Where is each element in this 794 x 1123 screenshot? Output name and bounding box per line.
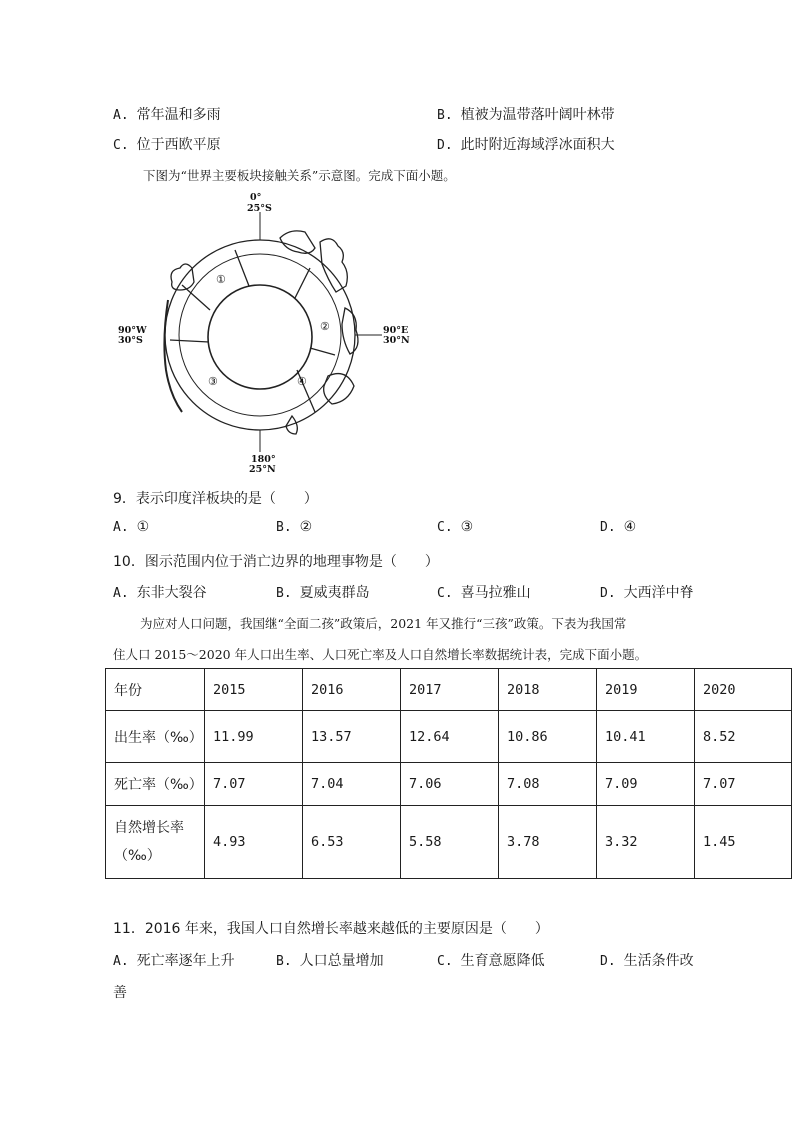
plate-label-1: ① — [216, 273, 226, 286]
row-label: 出生率（‰） — [106, 711, 205, 763]
table-cell: 7.08 — [499, 763, 597, 806]
table-cell: 7.07 — [695, 763, 792, 806]
q10-option-a: A. 东非大裂谷 — [113, 585, 207, 601]
q10-option-d: D. 大西洋中脊 — [600, 585, 694, 601]
bottom-lat-label: 25°N — [249, 464, 276, 475]
plate-label-4: ④ — [297, 375, 307, 388]
header-cell: 2015 — [205, 669, 303, 711]
boundary-line-3 — [310, 348, 335, 355]
header-cell: 2016 — [303, 669, 401, 711]
q9-option-a: A. ① — [113, 519, 150, 535]
row-label: 死亡率（‰） — [106, 763, 205, 806]
left-lon-label: 90°W — [118, 325, 147, 336]
q11-option-b: B. 人口总量增加 — [276, 953, 384, 969]
q11-option-d: D. 生活条件改 — [600, 953, 694, 969]
header-cell: 2017 — [401, 669, 499, 711]
right-lat-label: 30°N — [383, 335, 410, 346]
population-table — [105, 668, 792, 879]
table-cell: 6.53 — [303, 806, 401, 879]
header-cell: 2019 — [597, 669, 695, 711]
option-c-prev: C. 位于西欧平原 — [113, 137, 221, 153]
q9-option-c: C. ③ — [437, 519, 474, 535]
left-lat-label: 30°S — [118, 335, 143, 346]
table-cell: 10.41 — [597, 711, 695, 763]
plates-intro: 下图为“世界主要板块接触关系”示意图。完成下面小题。 — [143, 168, 456, 183]
outer-ring — [165, 240, 355, 430]
table-cell: 7.04 — [303, 763, 401, 806]
plate-label-2: ② — [320, 320, 330, 333]
q9-option-b: B. ② — [276, 519, 313, 535]
table-cell: 1.45 — [695, 806, 792, 879]
table-row — [106, 806, 792, 879]
table-cell: 3.78 — [499, 806, 597, 879]
table-cell: 7.07 — [205, 763, 303, 806]
q9-option-d: D. ④ — [600, 519, 637, 535]
table-cell: 4.93 — [205, 806, 303, 879]
q11-option-a: A. 死亡率逐年上升 — [113, 953, 235, 969]
land-mass-east — [342, 308, 358, 354]
q10-option-c: C. 喜马拉雅山 — [437, 585, 531, 601]
table-cell: 5.58 — [401, 806, 499, 879]
table-cell: 11.99 — [205, 711, 303, 763]
option-b-prev: B. 植被为温带落叶阔叶林带 — [437, 107, 615, 123]
table-header-row — [106, 669, 792, 711]
table-row — [106, 711, 792, 763]
bottom-lon-label: 180° — [251, 454, 276, 465]
table-cell: 10.86 — [499, 711, 597, 763]
boundary-line-5 — [170, 340, 209, 342]
table-cell: 3.32 — [597, 806, 695, 879]
top-lon-label: 0° — [250, 192, 262, 203]
q11-stem: 11．2016 年来，我国人口自然增长率越来越低的主要原因是（ ） — [113, 921, 549, 937]
option-d-prev: D. 此时附近海域浮冰面积大 — [437, 137, 615, 153]
population-intro-line2: 住人口 2015～2020 年人口出生率、人口死亡率及人口自然增长率数据统计表，完成下面小题。 — [113, 647, 648, 662]
table-cell: 8.52 — [695, 711, 792, 763]
table-cell: 7.09 — [597, 763, 695, 806]
top-lat-label: 25°S — [247, 203, 272, 214]
land-mass-top — [280, 231, 315, 253]
q10-option-b: B. 夏威夷群岛 — [276, 585, 370, 601]
row-label-line2: （‰） — [114, 848, 161, 864]
right-lon-label: 90°E — [383, 325, 409, 336]
population-intro-line1: 为应对人口问题，我国继“全面二孩”政策后，2021 年又推行“三孩”政策。下表为我国常 — [140, 616, 627, 631]
outer-ring-inner — [179, 254, 341, 416]
boundary-line-2 — [295, 268, 310, 298]
header-cell: 2020 — [695, 669, 792, 711]
table-cell: 7.06 — [401, 763, 499, 806]
option-a-prev: A. 常年温和多雨 — [113, 107, 221, 123]
q11-option-c: C. 生育意愿降低 — [437, 953, 545, 969]
header-cell: 2018 — [499, 669, 597, 711]
table-cell: 12.64 — [401, 711, 499, 763]
row-label-line1: 自然增长率 — [114, 820, 184, 836]
plate-diagram — [110, 190, 420, 480]
row-label — [106, 806, 205, 879]
table-cell: 13.57 — [303, 711, 401, 763]
table-row — [106, 763, 792, 806]
inner-circle — [208, 285, 312, 389]
q10-stem: 10．图示范围内位于消亡边界的地理事物是（ ） — [113, 554, 439, 570]
header-cell: 年份 — [106, 669, 205, 711]
q11-option-d-wrap: 善 — [113, 985, 127, 1001]
plate-label-3: ③ — [208, 375, 218, 388]
q9-stem: 9．表示印度洋板块的是（ ） — [113, 491, 318, 507]
